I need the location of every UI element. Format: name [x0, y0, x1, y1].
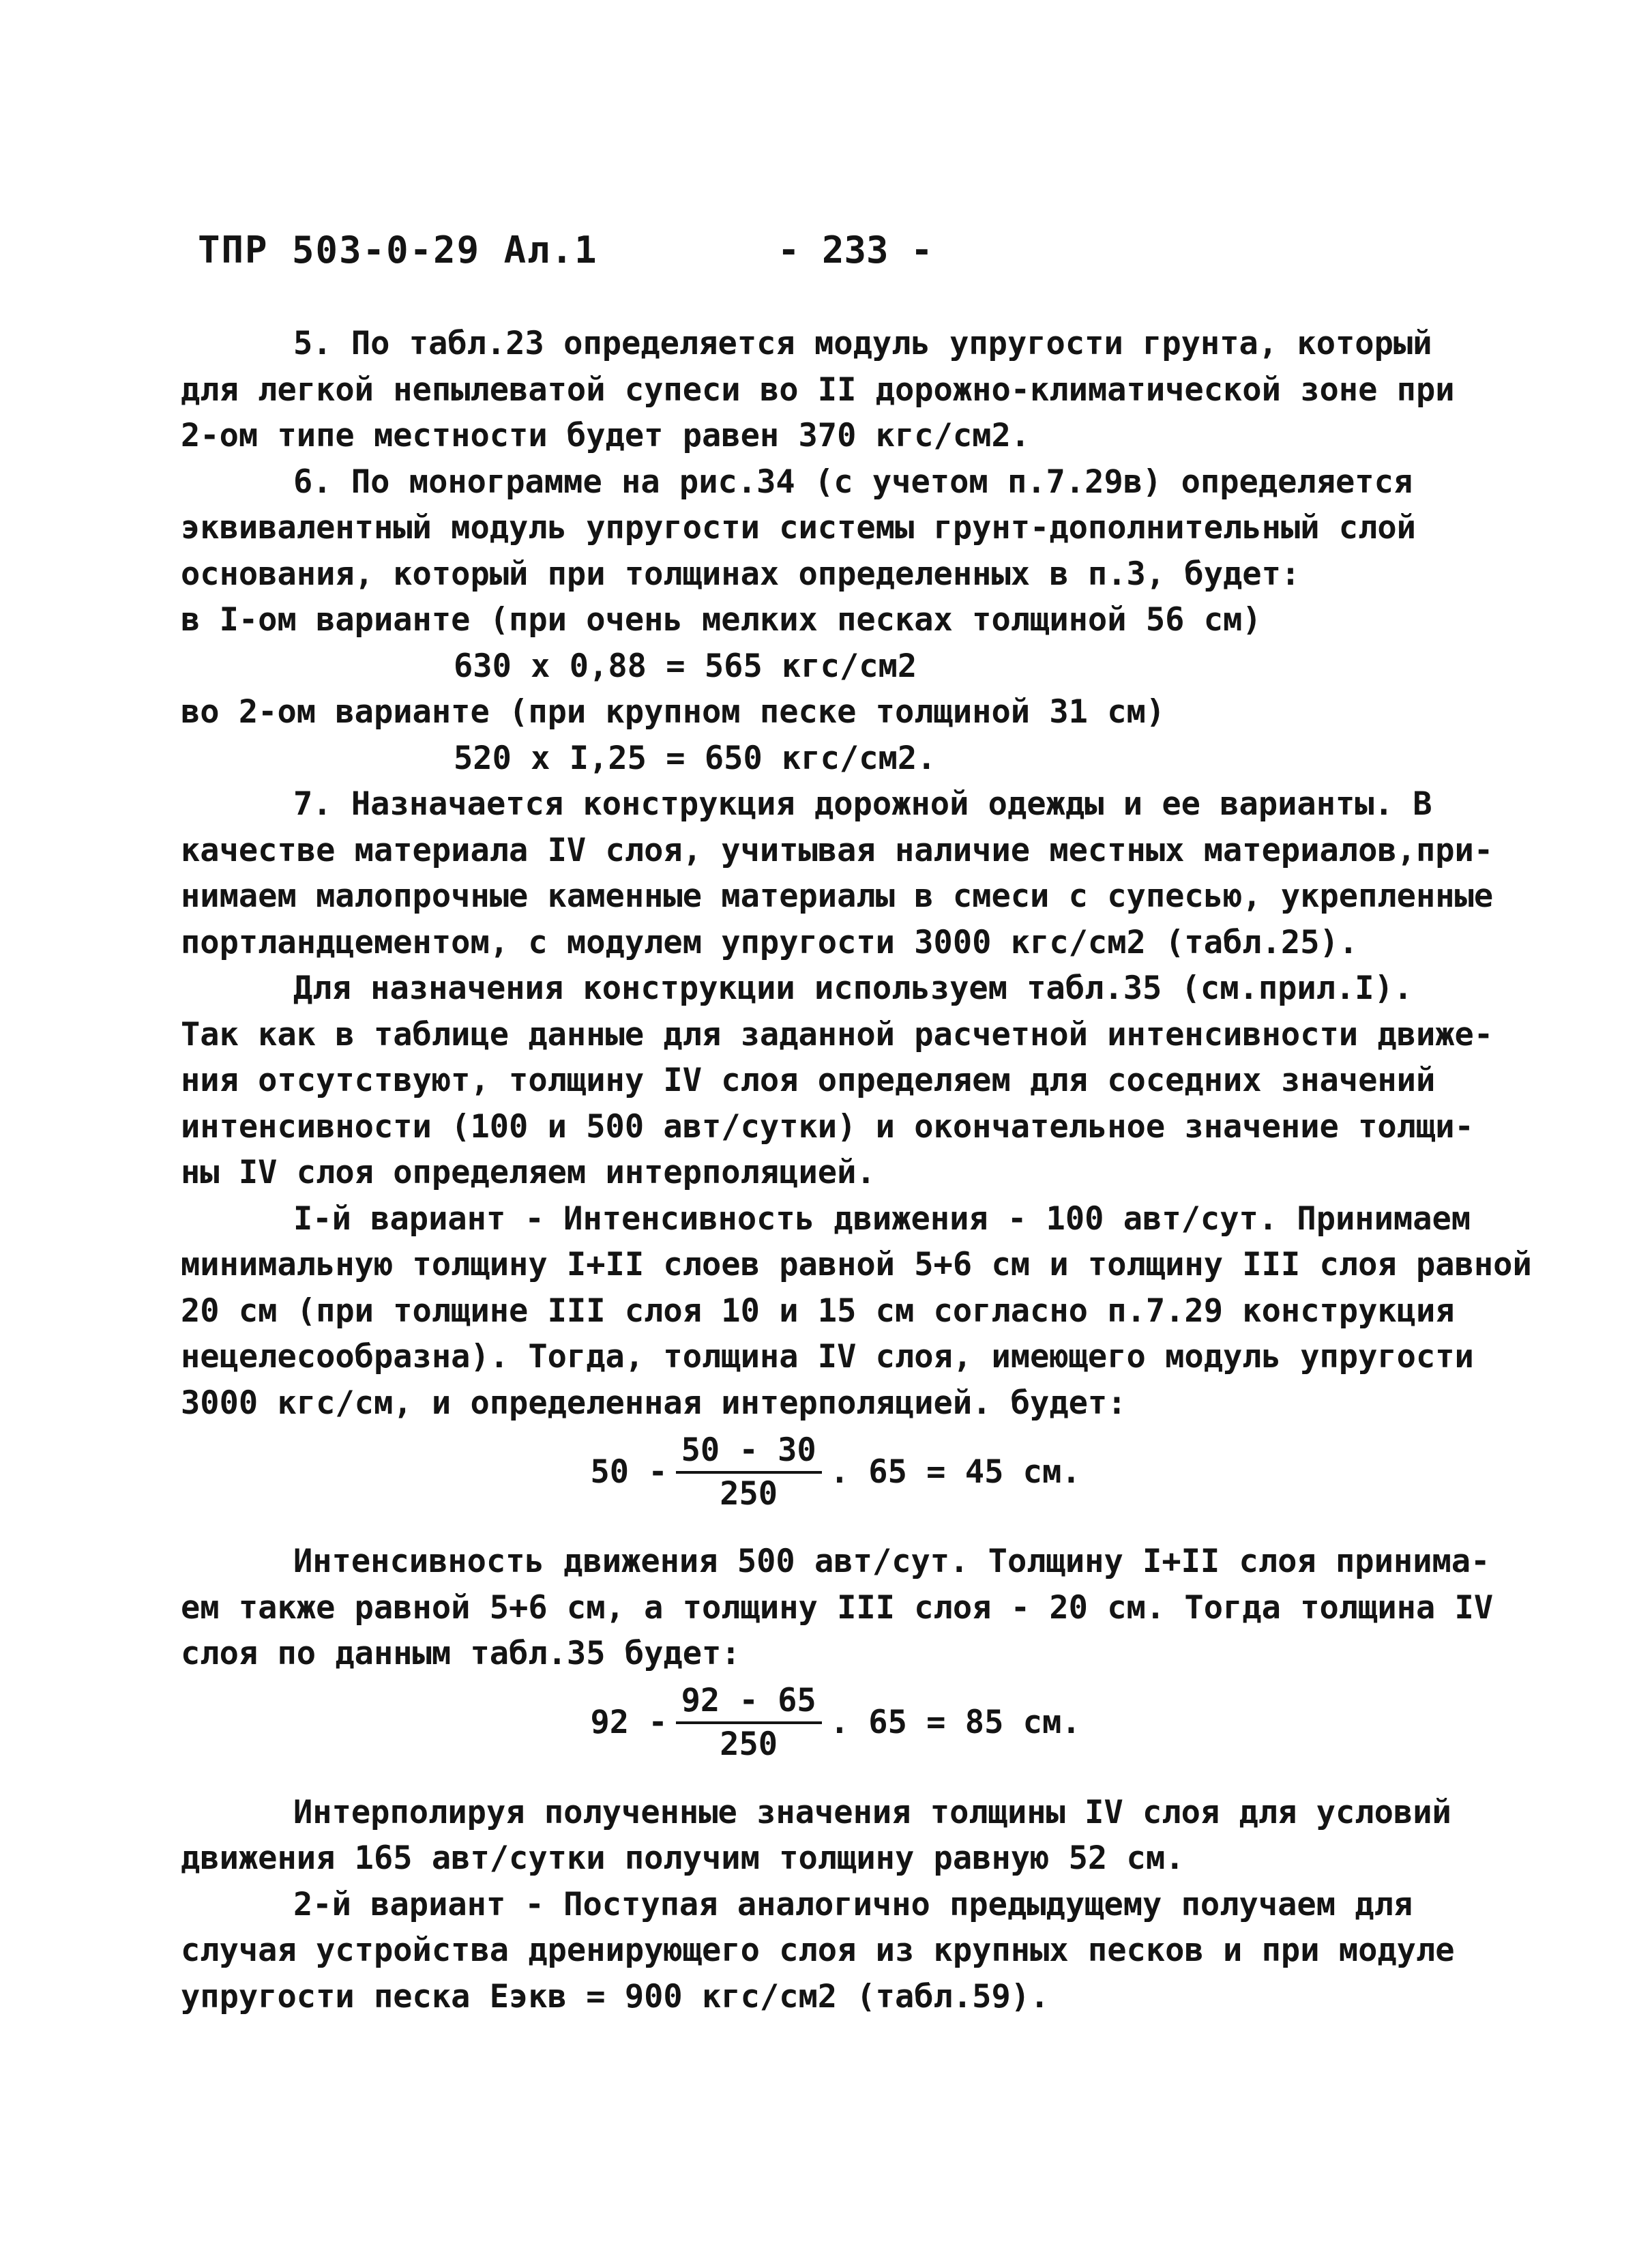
- fraction: [676, 1430, 822, 1515]
- paragraph-8-line: Так как в таблице данные для заданной расчетной интенсивности движе-: [181, 1015, 1494, 1053]
- paragraph-6-line: основания, который при толщинах определенных в п.3, будет:: [181, 555, 1301, 593]
- equation-2: 520 x I,25 = 650 кгс/см2.: [454, 739, 936, 777]
- paragraph-10-line: слоя по данным табл.35 будет:: [181, 1635, 741, 1672]
- fraction-lead: 50 -: [590, 1453, 668, 1491]
- paragraph-9-line: I-й вариант - Интенсивность движения - 100 авт/сут. Принимаем: [293, 1199, 1471, 1238]
- paragraph-10-line: Интенсивность движения 500 авт/сут. Толщину I+II слоя принима-: [293, 1543, 1490, 1580]
- paragraph-5-line: для легкой непылеватой супеси во II дорожно-климатической зоне при: [181, 370, 1455, 409]
- page-number: - 233 -: [778, 229, 933, 272]
- paragraph-6-line: эквивалентный модуль упругости системы грунт-дополнительный слой: [181, 509, 1416, 547]
- fraction-equation-2: [181, 1677, 1490, 1769]
- paragraph-8-line: интенсивности (100 и 500 авт/сутки) и окончательное значение толщи-: [181, 1107, 1474, 1146]
- paragraph-5-line: 2-ом типе местности будет равен 370 кгс/см2.: [181, 417, 1031, 454]
- paragraph-8-line: Для назначения конструкции используем табл.35 (см.прил.I).: [293, 970, 1413, 1007]
- paragraph-10-line: ем также равной 5+6 см, а толщину III слоя - 20 см. Тогда толщина IV: [181, 1588, 1494, 1627]
- fraction-tail: . 65 = 45 см.: [829, 1453, 1081, 1491]
- paragraph-9-line: минимальную толщину I+II слоев равной 5+6 см и толщину III слоя равной: [181, 1246, 1532, 1283]
- fraction-denominator: 250: [720, 1725, 778, 1763]
- paragraph-5-line: 5. По табл.23 определяется модуль упругости грунта, который: [293, 325, 1432, 362]
- paragraph-7-line: 7. Назначается конструкция дорожной одежды и ее варианты. В: [293, 785, 1432, 823]
- paragraph-12-line: упругости песка Еэкв = 900 кгс/см2 (табл.59).: [181, 1977, 1050, 2015]
- paragraph-7-line: нимаем малопрочные каменные материалы в смеси с супесью, укрепленные: [181, 877, 1494, 915]
- paragraph-11-line: Интерполируя полученные значения толщины IV слоя для условий: [293, 1793, 1451, 1831]
- paragraph-8-line: ния отсутствуют, толщину IV слоя определяем для соседних значений: [181, 1062, 1436, 1099]
- paragraph-6-line: в I-ом варианте (при очень мелких песках толщиной 56 см): [181, 601, 1262, 639]
- body-text: [181, 321, 1532, 2020]
- fraction-equation-1: [181, 1426, 1490, 1518]
- document-code: ТПР 503-0-29 Ал.1: [198, 229, 598, 272]
- paragraph-11-line: движения 165 авт/сутки получим толщину равную 52 см.: [181, 1839, 1185, 1877]
- paragraph-12-line: случая устройства дренирующего слоя из крупных песков и при модуле: [181, 1932, 1455, 1969]
- fraction-numerator: 50 - 30: [676, 1430, 822, 1474]
- fraction: [676, 1680, 822, 1765]
- fraction-tail: . 65 = 85 см.: [829, 1704, 1081, 1742]
- variant-2-line: во 2-ом варианте (при крупном песке толщиной 31 см): [181, 693, 1166, 731]
- fraction-lead: 92 -: [590, 1704, 668, 1742]
- fraction-numerator: 92 - 65: [676, 1680, 822, 1724]
- paragraph-9-line: 20 см (при толщине III слоя 10 и 15 см согласно п.7.29 конструкция: [181, 1292, 1455, 1330]
- paragraph-9-line: 3000 кгс/см, и определенная интерполяцией. будет:: [181, 1384, 1127, 1422]
- paragraph-12-line: 2-й вариант - Поступая аналогично предыдущему получаем для: [293, 1885, 1413, 1923]
- paragraph-6-line: 6. По монограмме на рис.34 (с учетом п.7.29в) определяется: [293, 463, 1413, 501]
- equation-1: 630 x 0,88 = 565 кгс/см2: [454, 647, 917, 685]
- paragraph-8-line: ны IV слоя определяем интерполяцией.: [181, 1154, 876, 1191]
- paragraph-9-line: нецелесообразна). Тогда, толщина IV слоя, имеющего модуль упругости: [181, 1338, 1474, 1375]
- paragraph-7-line: качестве материала IV слоя, учитывая наличие местных материалов,при-: [181, 831, 1494, 869]
- paragraph-7-line: портландцементом, с модулем упругости 3000 кгс/см2 (табл.25).: [181, 923, 1359, 961]
- fraction-denominator: 250: [720, 1474, 778, 1513]
